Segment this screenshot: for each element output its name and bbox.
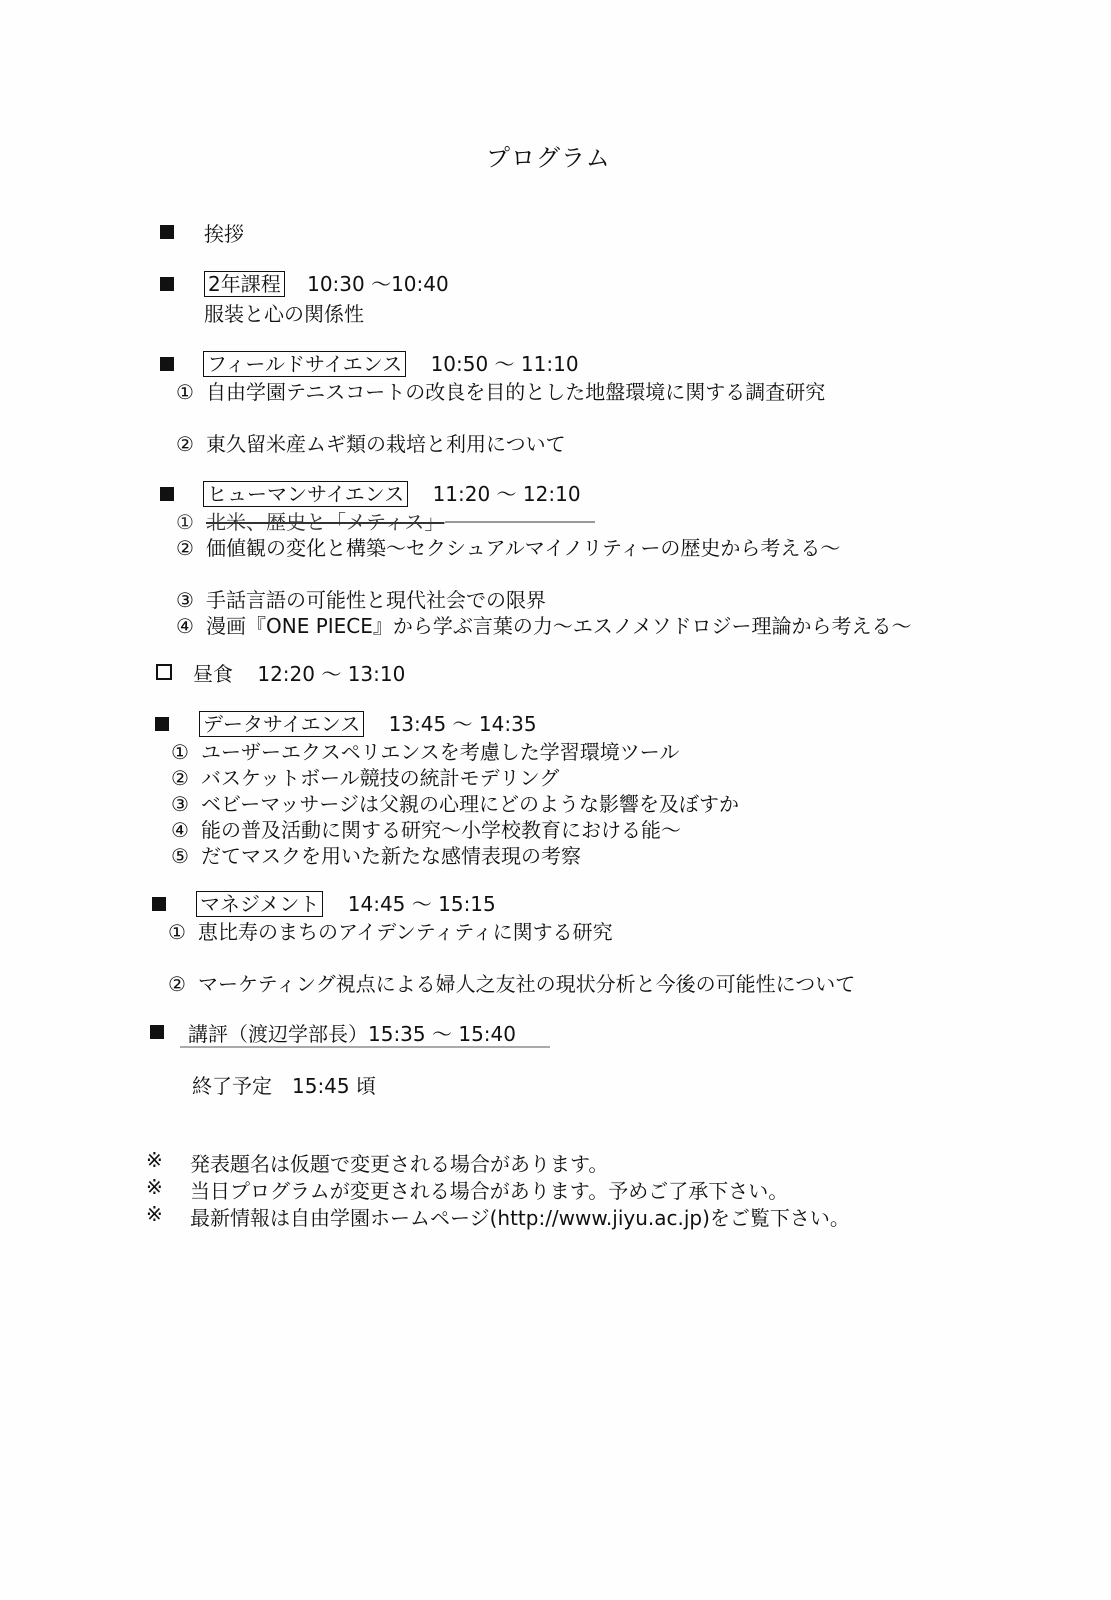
list-item: ② 東久留米産ムギ類の栽培と利用について [176,432,566,456]
lunch-row [193,658,405,687]
bullet-square-icon [160,224,174,243]
bullet-square-icon [160,486,174,505]
section-box-label: マネジメント [196,891,323,917]
scan-mark [180,1046,550,1048]
list-item: ① 恵比寿のまちのアイデンティティに関する研究 [168,920,613,944]
bullet-square-icon [152,896,166,915]
note-line: 最新情報は自由学園ホームページ(http://www.jiyu.ac.jp)をご覧下さい。 [190,1206,850,1230]
note-line: 発表題名は仮題で変更される場合があります。 [190,1152,609,1176]
note-mark: ※ [146,1175,163,1199]
section-time: 13:45 ～ 14:35 [388,712,537,736]
section-time: 10:50 ～ 11:10 [430,352,579,376]
section-time: 11:20 ～ 12:10 [432,482,581,506]
list-item: ② バスケットボール競技の統計モデリング [171,766,560,790]
bullet-square-icon [160,276,174,295]
list-item: ④ 漫画『ONE PIECE』から学ぶ言葉の力～エスノメソドロジー理論から考える～ [176,614,912,638]
list-item: ⑤ だてマスクを用いた新たな感情表現の考察 [171,844,581,868]
list-item: ③ 手話言語の可能性と現代社会での限界 [176,588,546,612]
scan-mark [445,521,595,523]
section-time: 10:30 ～10:40 [307,272,449,296]
list-item-struck: ① 北米、歴史と「メティス」 [176,510,445,534]
section-box-label: フィールドサイエンス [203,351,406,377]
bullet-square-icon [160,356,174,375]
list-item: ② マーケティング視点による婦人之友社の現状分析と今後の可能性について [168,972,856,996]
note-line: 当日プログラムが変更される場合があります。予めご了承下さい。 [190,1179,789,1203]
greeting-label: 挨拶 [204,222,244,246]
bullet-square-icon [155,716,169,735]
section-management-header [196,888,496,917]
note-mark: ※ [146,1202,163,1226]
note-mark: ※ [146,1148,163,1172]
list-item: ③ ベビーマッサージは父親の心理にどのような影響を及ぼすか [171,792,739,816]
list-item: ① 自由学園テニスコートの改良を目的とした地盤環境に関する調査研究 [176,380,826,404]
bullet-hollow-square-icon [156,664,172,684]
list-item: 服装と心の関係性 [204,302,364,326]
section-field-header [203,348,579,377]
section-time: 14:45 ～ 15:15 [347,892,496,916]
section-human-header [203,478,581,507]
list-item: ④ 能の普及活動に関する研究～小学校教育における能～ [171,818,681,842]
bullet-square-icon [150,1024,164,1043]
list-item: ① ユーザーエクスペリエンスを考慮した学習環境ツール [171,740,680,764]
end-time: 終了予定 15:45 頃 [192,1074,376,1098]
section-box-label: ヒューマンサイエンス [203,481,408,507]
page-title: プログラム [486,144,611,172]
section-box-label: 2年課程 [204,271,285,297]
section-year2-header [204,268,449,297]
review-label: 講評（渡辺学部長）15:35 ～ 15:40 [188,1022,516,1046]
section-time: 12:20 ～ 13:10 [257,662,406,686]
section-box-label: データサイエンス [199,711,364,737]
lunch-label: 昼食 [193,662,233,686]
section-data-header [199,708,537,737]
list-item: ② 価値観の変化と構築～セクシュアルマイノリティーの歴史から考える～ [176,536,841,560]
